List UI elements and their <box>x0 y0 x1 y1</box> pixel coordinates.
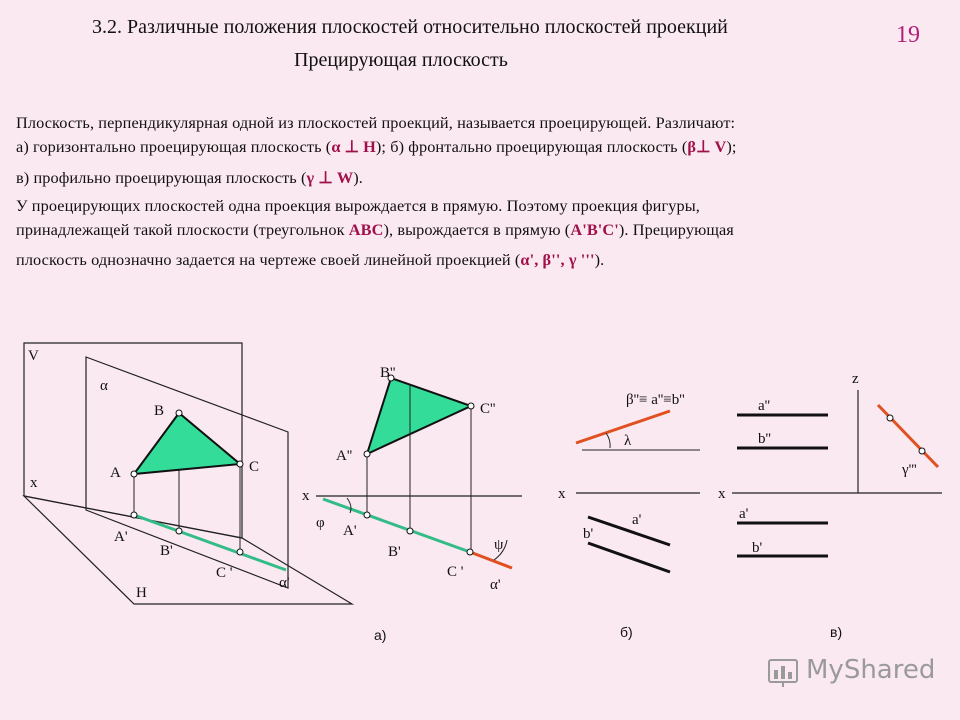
label-lambda: λ <box>624 433 632 449</box>
label-alpha1: α' <box>490 577 501 593</box>
point-c2 <box>468 403 474 409</box>
label-beta-a-b: β''≡ a''≡b'' <box>626 392 685 408</box>
label-b1: B' <box>160 543 173 559</box>
label-c2: C'' <box>480 401 496 417</box>
diagram-v <box>718 371 942 640</box>
label-z: z <box>852 371 859 387</box>
symbol-alpha-perp-h: α ⊥ H <box>331 137 376 156</box>
triangle-name: ABC <box>348 220 384 239</box>
diagram-b <box>558 392 700 640</box>
body-line-1: Плоскость, перпендикулярная одной из плоскостей проекций, называется проецирующей. Различают: <box>16 113 736 132</box>
label-b1: b' <box>583 526 594 542</box>
trace-alpha-prime <box>470 552 512 568</box>
label-psi: ψ <box>494 537 504 553</box>
caption-b: б) <box>620 624 633 640</box>
triangle-front-projection <box>367 378 471 454</box>
label-b2: b'' <box>758 431 771 447</box>
label-a1: A' <box>114 529 128 545</box>
point-a2 <box>364 451 370 457</box>
point-c1 <box>467 549 473 555</box>
label-a2: A'' <box>336 448 353 464</box>
projection-diagrams <box>0 330 960 660</box>
label-alpha1: α' <box>279 575 290 591</box>
caption-v: в) <box>830 624 843 640</box>
trace-gamma <box>878 405 938 467</box>
label-phi: φ <box>316 515 325 531</box>
label-x: x <box>30 475 38 491</box>
label-b: B <box>154 403 165 419</box>
page-number: 19 <box>896 22 920 48</box>
body-line-3: в) профильно проецирующая плоскость (γ ⊥ W). <box>16 168 363 187</box>
triangle-abc <box>134 413 240 474</box>
trace-beta <box>576 411 670 443</box>
point-b <box>176 410 182 416</box>
symbol-traces: α', β'', γ ''' <box>520 250 595 269</box>
diagram-a <box>302 365 522 643</box>
label-c1: C ' <box>447 564 464 580</box>
point-b1 <box>176 528 182 534</box>
point-a3 <box>887 415 893 421</box>
body-line-4: У проецирующих плоскостей одна проекция вырождается в прямую. Поэтому проекция фигуры, <box>16 196 700 215</box>
label-x: x <box>558 486 566 502</box>
body-line-2: а) горизонтально проецирующая плоскость (α ⊥ H); б) фронтально проецирующая плоскость (β⊥ V); <box>16 137 737 156</box>
triangle-projection-name: A'B'C' <box>570 220 619 239</box>
point-a <box>131 471 137 477</box>
label-a: A <box>110 465 121 481</box>
label-a2: a'' <box>758 398 771 414</box>
label-x: x <box>302 488 310 504</box>
line-b1 <box>588 543 670 572</box>
label-alpha: α <box>100 378 108 394</box>
label-c1: C ' <box>216 565 233 581</box>
diagram-3d <box>24 343 352 604</box>
point-a1 <box>364 512 370 518</box>
point-b3 <box>919 448 925 454</box>
label-b1: B' <box>388 544 401 560</box>
symbol-beta-perp-v: β⊥ V <box>687 137 727 156</box>
body-line-5: принадлежащей такой плоскости (треугольнок ABC), вырождается в прямую (A'B'C'). Прецирующая <box>16 220 734 239</box>
label-a1: a' <box>739 506 749 522</box>
label-a1: A' <box>343 523 357 539</box>
label-b1: b' <box>752 540 763 556</box>
label-b2: B'' <box>380 365 396 381</box>
angle-lambda-arc <box>606 433 610 448</box>
point-c <box>237 461 243 467</box>
slide-subtitle: Прецирующая плоскость <box>294 49 508 71</box>
label-x: x <box>718 486 726 502</box>
label-v: V <box>28 348 39 364</box>
presentation-icon <box>768 658 800 688</box>
watermark-text: MyShared <box>806 655 936 685</box>
label-a1: a' <box>632 512 642 528</box>
symbol-gamma-perp-w: γ ⊥ W <box>306 168 354 187</box>
trace-alpha-prime <box>134 515 286 570</box>
angle-phi-arc <box>347 498 351 513</box>
point-c1 <box>237 549 243 555</box>
caption-a: а) <box>374 627 387 643</box>
label-h: H <box>136 585 147 601</box>
body-line-6: плоскость однозначно задается на чертеже своей линейной проекцией (α', β'', γ '''). <box>16 250 605 269</box>
label-c: C <box>249 459 260 475</box>
label-gamma3: γ''' <box>902 462 917 478</box>
slide-title: 3.2. Различные положения плоскостей относительно плоскостей проекций <box>92 16 728 38</box>
point-a1 <box>131 512 137 518</box>
line-a1 <box>588 517 670 545</box>
point-b1 <box>407 528 413 534</box>
